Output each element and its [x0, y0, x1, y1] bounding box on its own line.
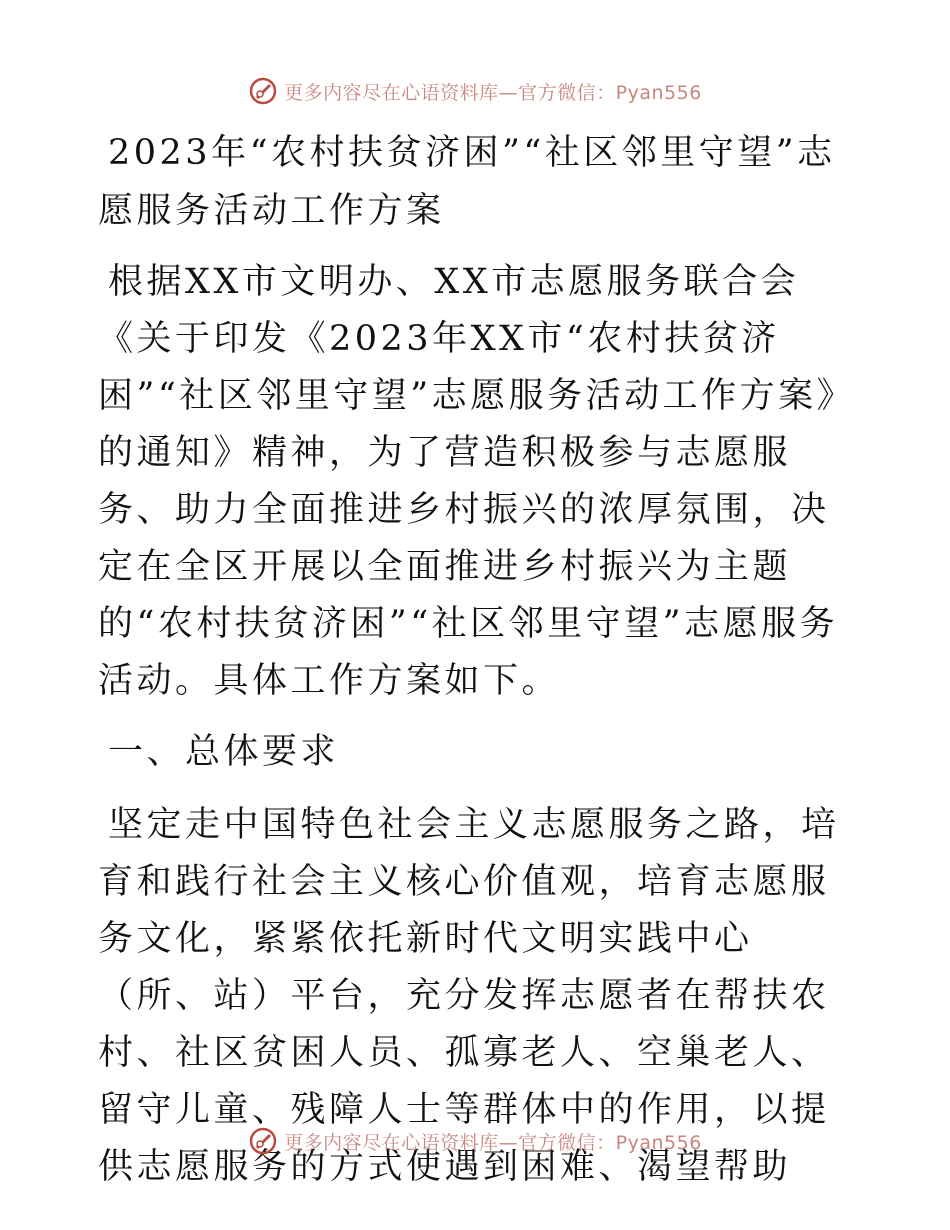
footer-watermark — [0, 1124, 950, 1158]
header-watermark — [0, 74, 950, 108]
watermark-text: 更多内容尽在心语资料库—官方微信：Pyan556 — [284, 1131, 702, 1154]
section-paragraph: 坚定走中国特色社会主义志愿服务之路，培育和践行社会主义核心价值观，培育志愿服务文化，紧紧依托新时代文明实践中心（所、站）平台，充分发挥志愿者在帮扶农村、社区贫困人员、孤寡老人、空巢老人、留守儿童、残障人士等群体中的作用，以提供志愿服务的方式使遇到困难、渴望帮助 — [98, 805, 840, 1187]
watermark-text: 更多内容尽在心语资料库—官方微信：Pyan556 — [284, 81, 702, 104]
section-heading: 一、总体要求 — [108, 732, 340, 772]
logo-icon — [248, 1126, 278, 1156]
document-title: 2023年“农村扶贫济困”“社区邻里守望”志愿服务活动工作方案 — [98, 133, 836, 231]
intro-paragraph: 根据XX市文明办、XX市志愿服务联合会《关于印发《2023年XX市“农村扶贫济困”“社区邻里守望”志愿服务活动工作方案》的通知》精神，为了营造积极参与志愿服务、助力全面推进乡村振兴的浓厚氛围，决定在全区开展以全面推进乡村振兴为主题的“农村扶贫济困”“社区邻里守望”志愿服务活动。具体工作方案如下。 — [98, 262, 839, 701]
document-body — [98, 124, 850, 1196]
logo-icon — [248, 76, 278, 106]
